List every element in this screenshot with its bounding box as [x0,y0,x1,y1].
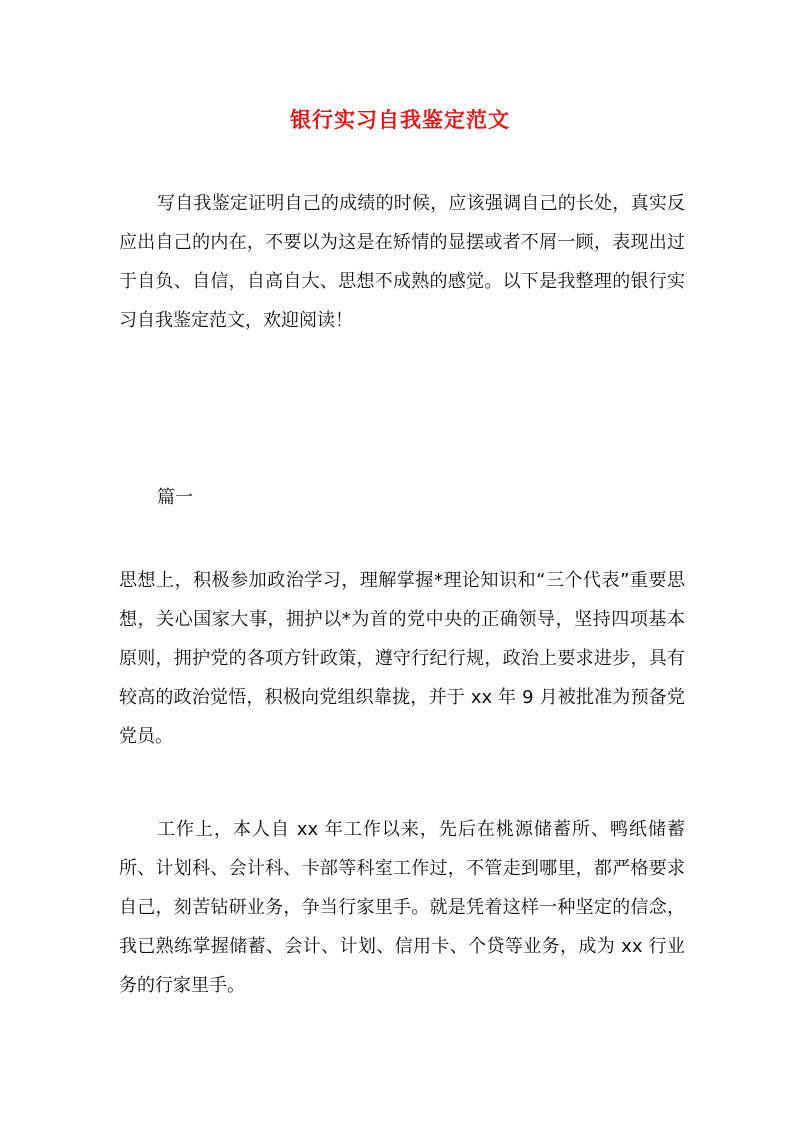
section-heading: 篇一 [157,487,193,508]
body-paragraph-2: 工作上，本人自 xx 年工作以来，先后在桃源储蓄所、鸭纸储蓄所、计划科、会计科、卡部等科室工作过，不管走到哪里，都严格要求自己，刻苦钻研业务，争当行家里手。就是凭着这样一种坚定的信念，我已熟练掌握储蓄、会计、计划、信用卡、个贷等业务，成为 xx 行业务的行家里手。 [119,819,685,996]
document-title: 银行实习自我鉴定范文 [290,108,510,132]
intro-paragraph: 写自我鉴定证明自己的成绩的时候，应该强调自己的长处，真实反应出自己的内在，不要以为这是在矫情的显摆或者不屑一顾，表现出过于自负、自信，自高自大、思想不成熟的感觉。以下是我整理的银行实习自我鉴定范文，欢迎阅读！ [119,193,685,331]
body-paragraph-1: 思想上，积极参加政治学习，理解掌握*理论知识和“三个代表”重要思想，关心国家大事，拥护以*为首的党中央的正确领导，坚持四项基本原则，拥护党的各项方针政策，遵守行纪行规，政治上要求进步，具有较高的政治觉悟，积极向党组织靠拢，并于 xx 年 9 月被批准为预备党党员。 [119,570,685,747]
